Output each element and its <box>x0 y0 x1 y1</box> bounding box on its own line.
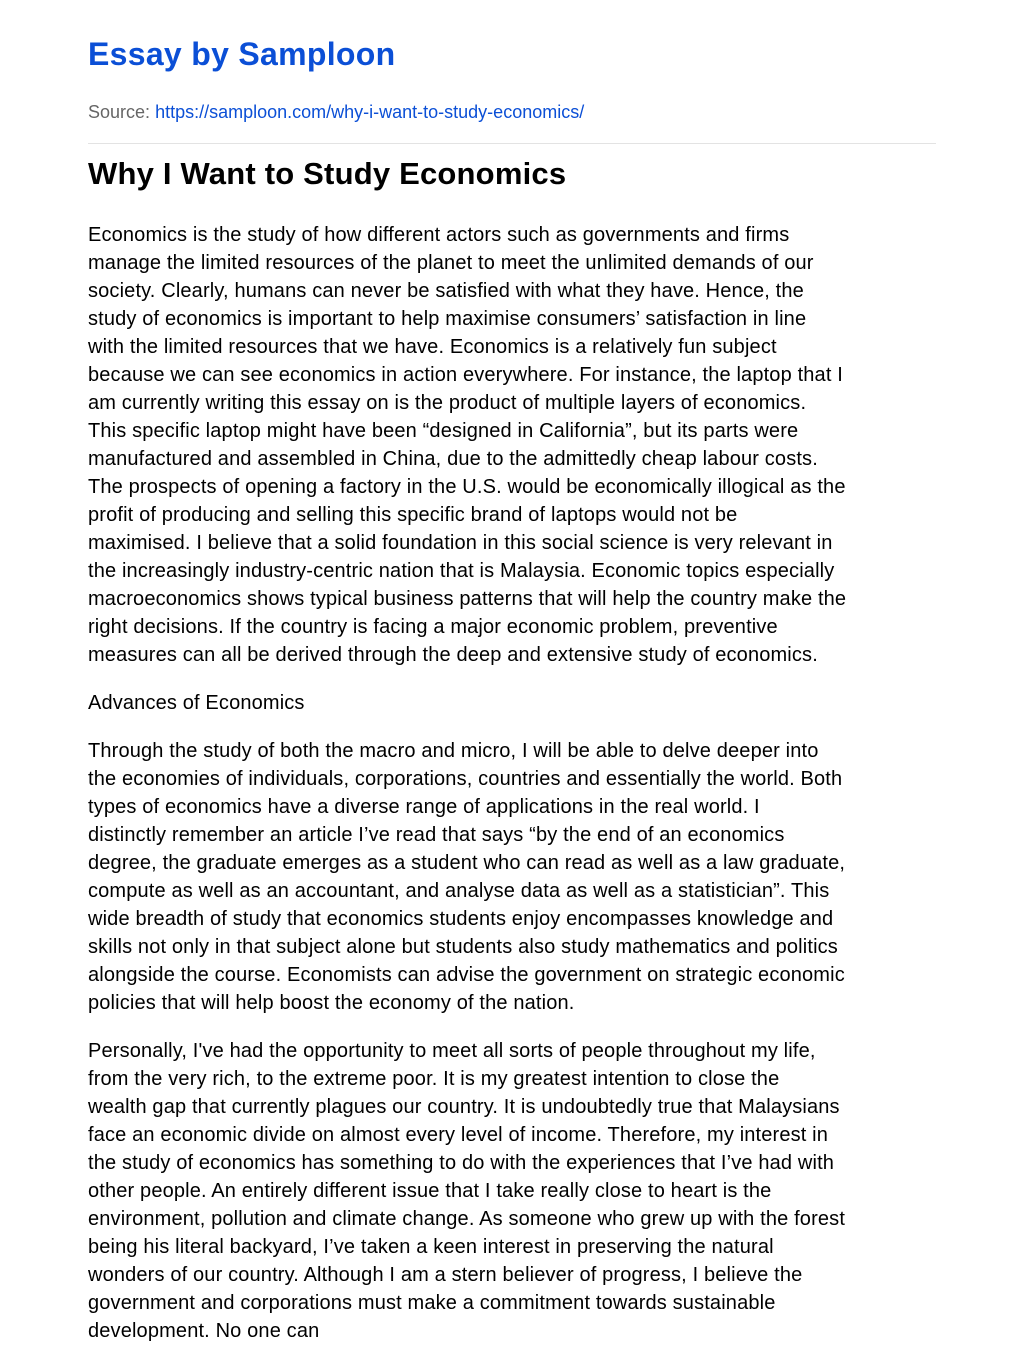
text-line: wealth gap that currently plagues our country. It is undoubtedly true that Malaysians <box>88 1096 840 1118</box>
text-line: wide breadth of study that economics students enjoy encompasses knowledge and <box>88 908 834 930</box>
text-line: society. Clearly, humans can never be satisfied with what they have. Hence, the <box>88 280 804 302</box>
text-line: maximised. I believe that a solid foundation in this social science is very relevant in <box>88 532 833 554</box>
text-line: environment, pollution and climate change. As someone who grew up with the forest <box>88 1208 846 1230</box>
divider <box>88 143 936 144</box>
paragraph <box>88 1037 948 1345</box>
paragraph <box>88 737 948 1017</box>
text-line: government and corporations must make a commitment towards sustainable <box>88 1292 776 1314</box>
text-line: face an economic divide on almost every level of income. Therefore, my interest in <box>88 1124 829 1146</box>
text-line: profit of producing and selling this specific brand of laptops would not be <box>88 504 738 526</box>
source-line <box>88 102 584 123</box>
text-line: The prospects of opening a factory in the U.S. would be economically illogical as the <box>88 476 846 498</box>
text-line: manufactured and assembled in China, due to the admittedly cheap labour costs. <box>88 448 818 470</box>
essay-title: Why I Want to Study Economics <box>88 156 567 191</box>
text-line: with the limited resources that we have. Economics is a relatively fun subject <box>88 336 777 358</box>
text-line: macroeconomics shows typical business patterns that will help the country make the <box>88 588 847 610</box>
text-line: right decisions. If the country is facing a major economic problem, preventive <box>88 616 778 638</box>
text-line: the economies of individuals, corporations, countries and essentially the world. Both <box>88 768 843 790</box>
text-line: other people. An entirely different issue that I take really close to heart is the <box>88 1180 772 1202</box>
text-line: development. No one can <box>88 1320 320 1342</box>
text-line: compute as well as an accountant, and analyse data as well as a statistician”. This <box>88 880 830 902</box>
text-line: Personally, I've had the opportunity to meet all sorts of people throughout my life, <box>88 1040 816 1062</box>
text-line: manage the limited resources of the planet to meet the unlimited demands of our <box>88 252 814 274</box>
text-line: study of economics is important to help maximise consumers’ satisfaction in line <box>88 308 807 330</box>
source-link[interactable]: https://samploon.com/why-i-want-to-study-economics/ <box>155 102 585 122</box>
text-line: skills not only in that subject alone but students also study mathematics and politics <box>88 936 838 958</box>
text-line: the increasingly industry-centric nation that is Malaysia. Economic topics especially <box>88 560 835 582</box>
text-line: measures can all be derived through the deep and extensive study of economics. <box>88 644 818 666</box>
text-line: from the very rich, to the extreme poor. It is my greatest intention to close the <box>88 1068 780 1090</box>
section-heading <box>88 689 948 717</box>
text-line: because we can see economics in action everywhere. For instance, the laptop that I <box>88 364 843 386</box>
text-line: wonders of our country. Although I am a stern believer of progress, I believe the <box>88 1264 803 1286</box>
text-line: types of economics have a diverse range of applications in the real world. I <box>88 796 760 818</box>
text-line: policies that will help boost the economy of the nation. <box>88 992 575 1014</box>
text-line: distinctly remember an article I’ve read that says “by the end of an economics <box>88 824 785 846</box>
text-line: Economics is the study of how different actors such as governments and firms <box>88 224 790 246</box>
text-line: being his literal backyard, I’ve taken a keen interest in preserving the natural <box>88 1236 774 1258</box>
text-line: This specific laptop might have been “designed in California”, but its parts were <box>88 420 799 442</box>
paragraph <box>88 221 948 669</box>
text-line: am currently writing this essay on is the product of multiple layers of economics. <box>88 392 807 414</box>
text-line: degree, the graduate emerges as a student who can read as well as a law graduate, <box>88 852 846 874</box>
text-line: alongside the course. Economists can advise the government on strategic economic <box>88 964 845 986</box>
essay-body <box>88 221 948 1365</box>
source-label: Source: <box>88 102 151 122</box>
text-line: Advances of Economics <box>88 692 305 714</box>
text-line: the study of economics has something to do with the experiences that I’ve had with <box>88 1152 835 1174</box>
site-brand: Essay by Samploon <box>88 36 396 72</box>
text-line: Through the study of both the macro and micro, I will be able to delve deeper into <box>88 740 819 762</box>
